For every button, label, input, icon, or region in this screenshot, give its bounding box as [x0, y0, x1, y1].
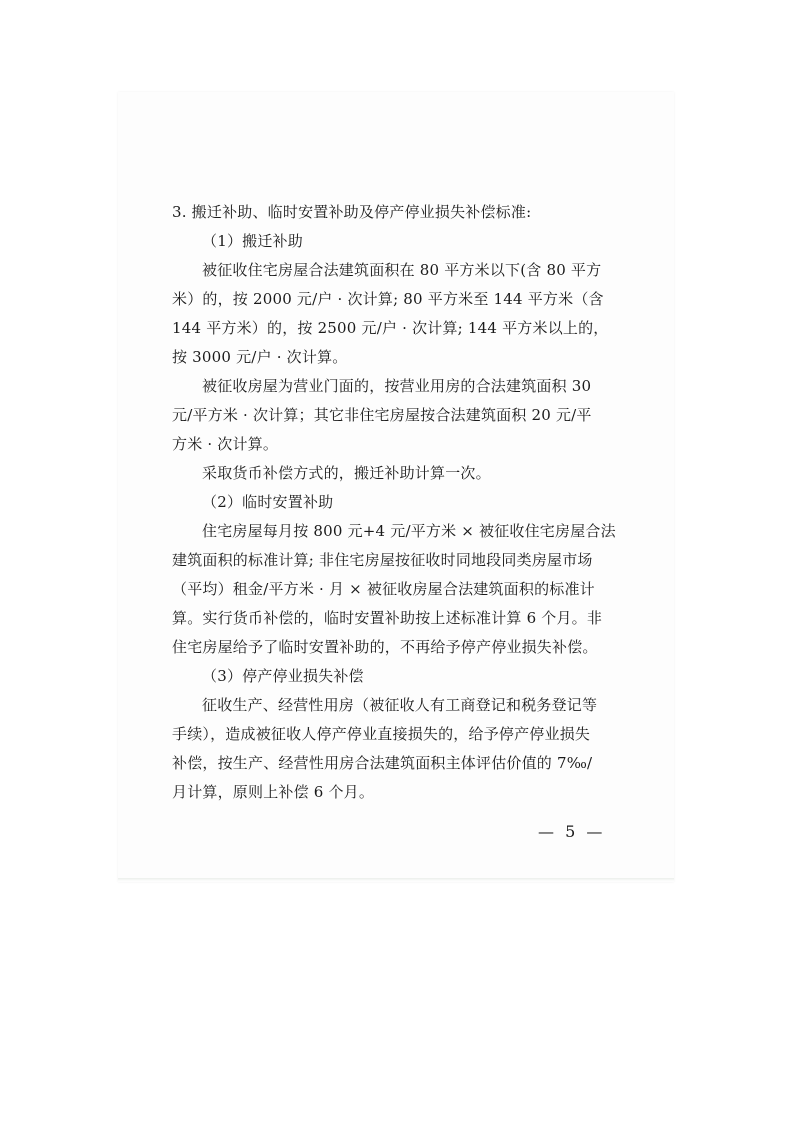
paragraph-line: 补偿，按生产、经营性用房合法建筑面积主体评估价值的 7‰/ [172, 754, 593, 772]
paragraph-line: （平均）租金/平方米 · 月 × 被征收房屋合法建筑面积的标准计 [172, 580, 595, 598]
paragraph-line: 住宅房屋给予了临时安置补助的，不再给予停产停业损失补偿。 [172, 638, 598, 656]
paragraph-line: 元/平方米 · 次计算；其它非住宅房屋按合法建筑面积 20 元/平 [172, 406, 592, 424]
document-body [172, 198, 616, 807]
paragraph-line: 被征收房屋为营业门面的，按营业用房的合法建筑面积 30 [202, 377, 592, 395]
subheading-business-loss: （3）停产停业损失补偿 [202, 667, 364, 685]
paragraph-line: 月计算，原则上补偿 6 个月。 [172, 783, 375, 801]
paragraph-line: 手续），造成被征收人停产停业直接损失的，给予停产停业损失 [172, 725, 591, 743]
paragraph-line: 算。实行货币补偿的，临时安置补助按上述标准计算 6 个月。非 [172, 609, 603, 627]
paragraph-line: 按 3000 元/户 · 次计算。 [172, 348, 348, 366]
scan-edge [118, 878, 674, 881]
section-heading: 3. 搬迁补助、临时安置补助及停产停业损失补偿标准: [172, 203, 532, 221]
paragraph-line: 被征收住宅房屋合法建筑面积在 80 平方米以下(含 80 平方 [202, 261, 602, 279]
subheading-temporary-resettlement: （2）临时安置补助 [202, 493, 334, 511]
paragraph-line: 征收生产、经营性用房（被征收人有工商登记和税务登记等 [202, 696, 598, 714]
paragraph-line: 采取货币补偿方式的，搬迁补助计算一次。 [202, 464, 491, 482]
paragraph-line: 建筑面积的标准计算; 非住宅房屋按征收时同地段同类房屋市场 [172, 551, 593, 569]
subheading-relocation-subsidy: （1）搬迁补助 [202, 232, 303, 250]
page-number: — 5 — [538, 822, 606, 841]
paragraph-line: 住宅房屋每月按 800 元+4 元/平方米 × 被征收住宅房屋合法 [202, 522, 616, 540]
paragraph-line: 米）的，按 2000 元/户 · 次计算; 80 平方米至 144 平方米（含 [172, 290, 604, 308]
paragraph-line: 144 平方米）的，按 2500 元/户 · 次计算; 144 平方米以上的， [172, 319, 609, 337]
paragraph-line: 方米 · 次计算。 [172, 435, 279, 453]
